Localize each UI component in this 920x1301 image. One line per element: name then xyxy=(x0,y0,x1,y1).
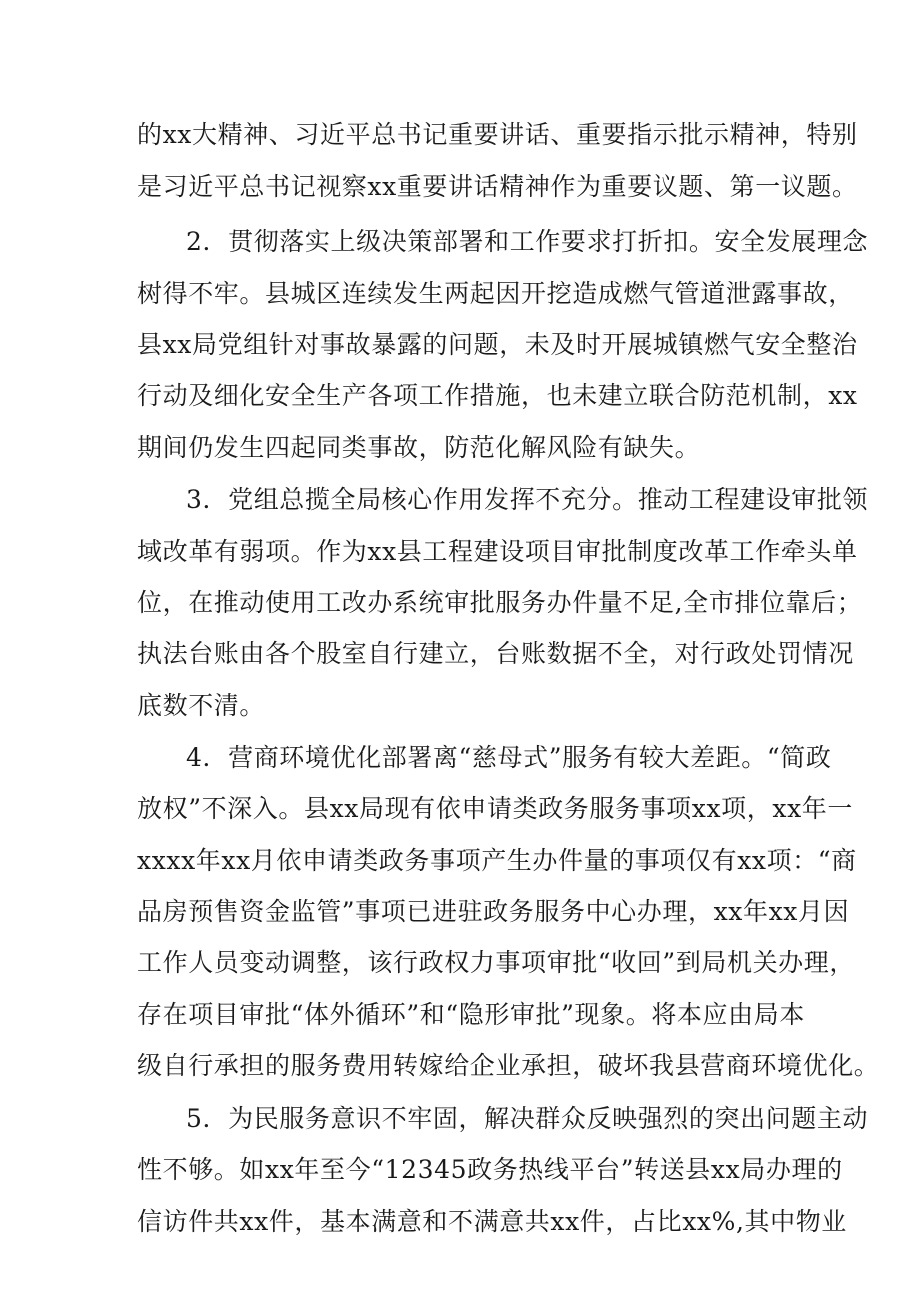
text-line: 的xx大精神、习近平总书记重要讲话、重要指示批示精神，特别 xyxy=(137,120,858,149)
text-line: 行动及细化安全生产各项工作措施，也未建立联合防范机制，xx xyxy=(137,381,858,410)
text-line: 信访件共xx件，基本满意和不满意共xx件，占比xx%,其中物业 xyxy=(137,1207,847,1236)
text-line: 放权”不深入。县xx局现有依申请类政务服务事项xx项，xx年一 xyxy=(137,794,853,823)
text-line: 级自行承担的服务费用转嫁给企业承担，破坏我县营商环境优化。 xyxy=(137,1051,880,1080)
text-line: 树得不牢。县城区连续发生两起因开挖造成燃气管道泄露事故， xyxy=(137,279,854,308)
text-line: 工作人员变动调整，该行政权力事项审批“收回”到局机关办理， xyxy=(137,948,855,977)
text-line: 是习近平总书记视察xx重要讲话精神作为重要议题、第一议题。 xyxy=(137,172,858,201)
paragraph-4-heading-line: 4．营商环境优化部署离“慈母式”服务有较大差距。“简政 xyxy=(186,743,832,772)
text-line: 域改革有弱项。作为xx县工程建设项目审批制度改革工作牵头单 xyxy=(137,537,858,566)
paragraph-2-heading-line: 2．贯彻落实上级决策部署和工作要求打折扣。安全发展理念 xyxy=(186,227,869,256)
text-line: xxxx年xx月依申请类政务事项产生办件量的事项仅有xx项：“商 xyxy=(137,846,857,875)
text-line: 存在项目审批“体外循环”和“隐形审批”现象。将本应由局本 xyxy=(137,1000,805,1029)
paragraph-3-heading-line: 3．党组总揽全局核心作用发挥不充分。推动工程建设审批领 xyxy=(186,485,869,514)
text-line: 性不够。如xx年至今“12345政务热线平台”转送县xx局办理的 xyxy=(137,1155,843,1184)
text-line: 位，在推动使用工改办系统审批服务办件量不足,全市排位靠后； xyxy=(137,588,863,617)
paragraph-5-heading-line: 5．为民服务意识不牢固，解决群众反映强烈的突出问题主动 xyxy=(186,1104,869,1133)
text-line: 底数不清。 xyxy=(137,691,266,720)
text-line: 执法台账由各个股室自行建立，台账数据不全，对行政处罚情况 xyxy=(137,639,854,668)
text-line: 品房预售资金监管”事项已进驻政务服务中心办理，xx年xx月因 xyxy=(137,897,850,926)
text-line: 期间仍发生四起同类事故，防范化解风险有缺失。 xyxy=(137,433,701,462)
text-line: 县xx局党组针对事故暴露的问题，未及时开展城镇燃气安全整治 xyxy=(137,330,858,359)
